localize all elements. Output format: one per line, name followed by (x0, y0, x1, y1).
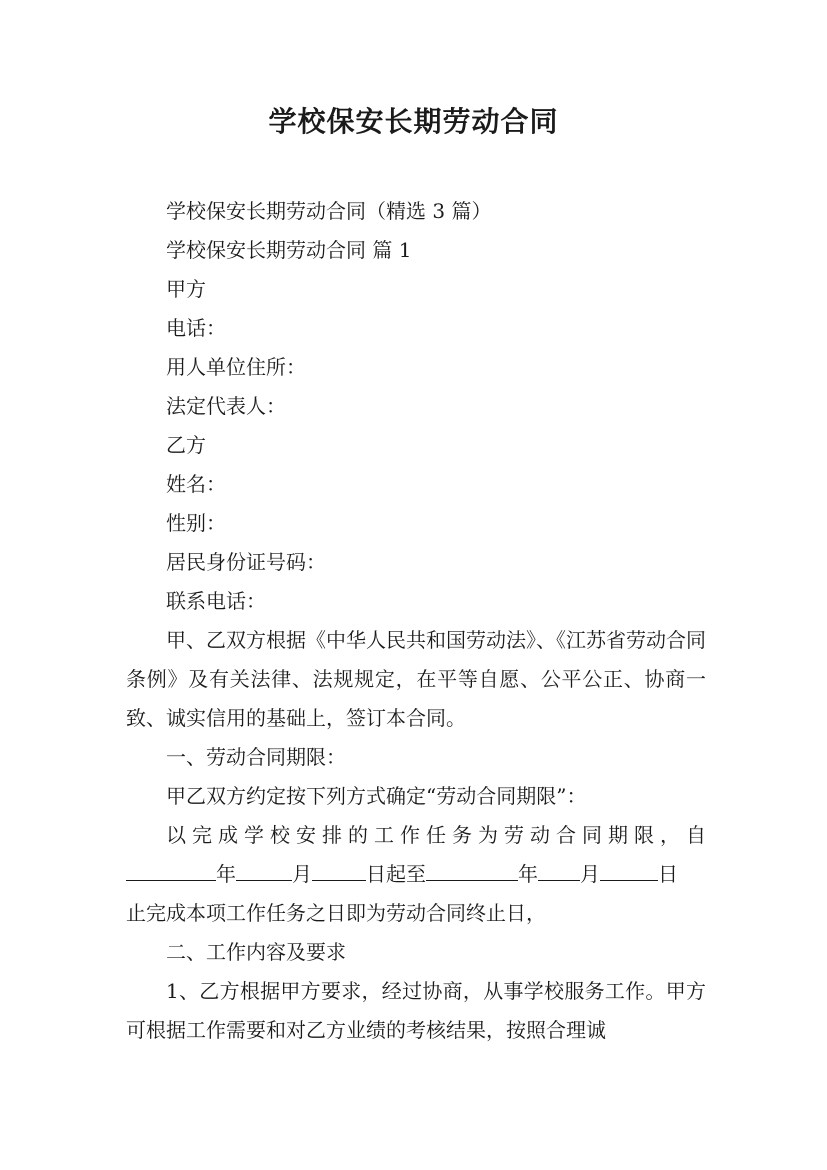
blank-day-start (312, 879, 366, 881)
clause-1-intro: 甲乙双方约定按下列方式确定“劳动合同期限”： (166, 784, 587, 808)
party-b-label: 乙方 (166, 433, 206, 457)
phone-field: 电话： (166, 316, 226, 340)
month-label-2: 月 (580, 862, 600, 886)
blank-month-end (538, 879, 580, 881)
document-title: 学校保安长期劳动合同 (268, 105, 559, 138)
clause-1-heading: 一、劳动合同期限： (166, 745, 346, 769)
year-label-2: 年 (518, 862, 538, 886)
party-a-label: 甲方 (166, 277, 206, 301)
blank-year-end (426, 879, 518, 881)
clause-2-item-1: 1、乙方根据甲方要求，经过协商，从事学校服务工作。甲方可根据工作需要和对乙方业绩的考核结果，按照合理诚 (126, 979, 706, 1042)
term-clause-dates (126, 855, 706, 894)
blank-year-start (126, 879, 216, 881)
blank-month-start (236, 879, 292, 881)
blank-day-end (600, 879, 658, 881)
gender-field: 性别： (166, 511, 226, 535)
day-label-2: 日 (658, 862, 678, 886)
term-clause-text: 以完成学校安排的工作任务为劳动合同期限，自 (166, 823, 706, 847)
day-label-1: 日起至 (366, 862, 426, 886)
document-body (126, 192, 706, 1050)
term-clause-line1 (126, 816, 706, 855)
year-label-1: 年 (216, 862, 236, 886)
month-label-1: 月 (292, 862, 312, 886)
section-heading: 学校保安长期劳动合同 篇 1 (166, 238, 412, 262)
legal-rep-field: 法定代表人： (166, 394, 286, 418)
id-number-field: 居民身份证号码： (166, 550, 326, 574)
name-field: 姓名： (166, 472, 226, 496)
contact-phone-field: 联系电话： (166, 589, 266, 613)
address-field: 用人单位住所： (166, 355, 306, 379)
subtitle: 学校保安长期劳动合同（精选 3 篇） (166, 199, 492, 223)
preamble-paragraph: 甲、乙双方根据《中华人民共和国劳动法》、《江苏省劳动合同条例》及有关法律、法规规定，在平等自愿、公平公正、协商一致、诚实信用的基础上，签订本合同。 (126, 628, 706, 730)
term-clause-line3: 止完成本项工作任务之日即为劳动合同终止日， (126, 901, 546, 925)
clause-2-heading: 二、工作内容及要求 (166, 940, 346, 964)
